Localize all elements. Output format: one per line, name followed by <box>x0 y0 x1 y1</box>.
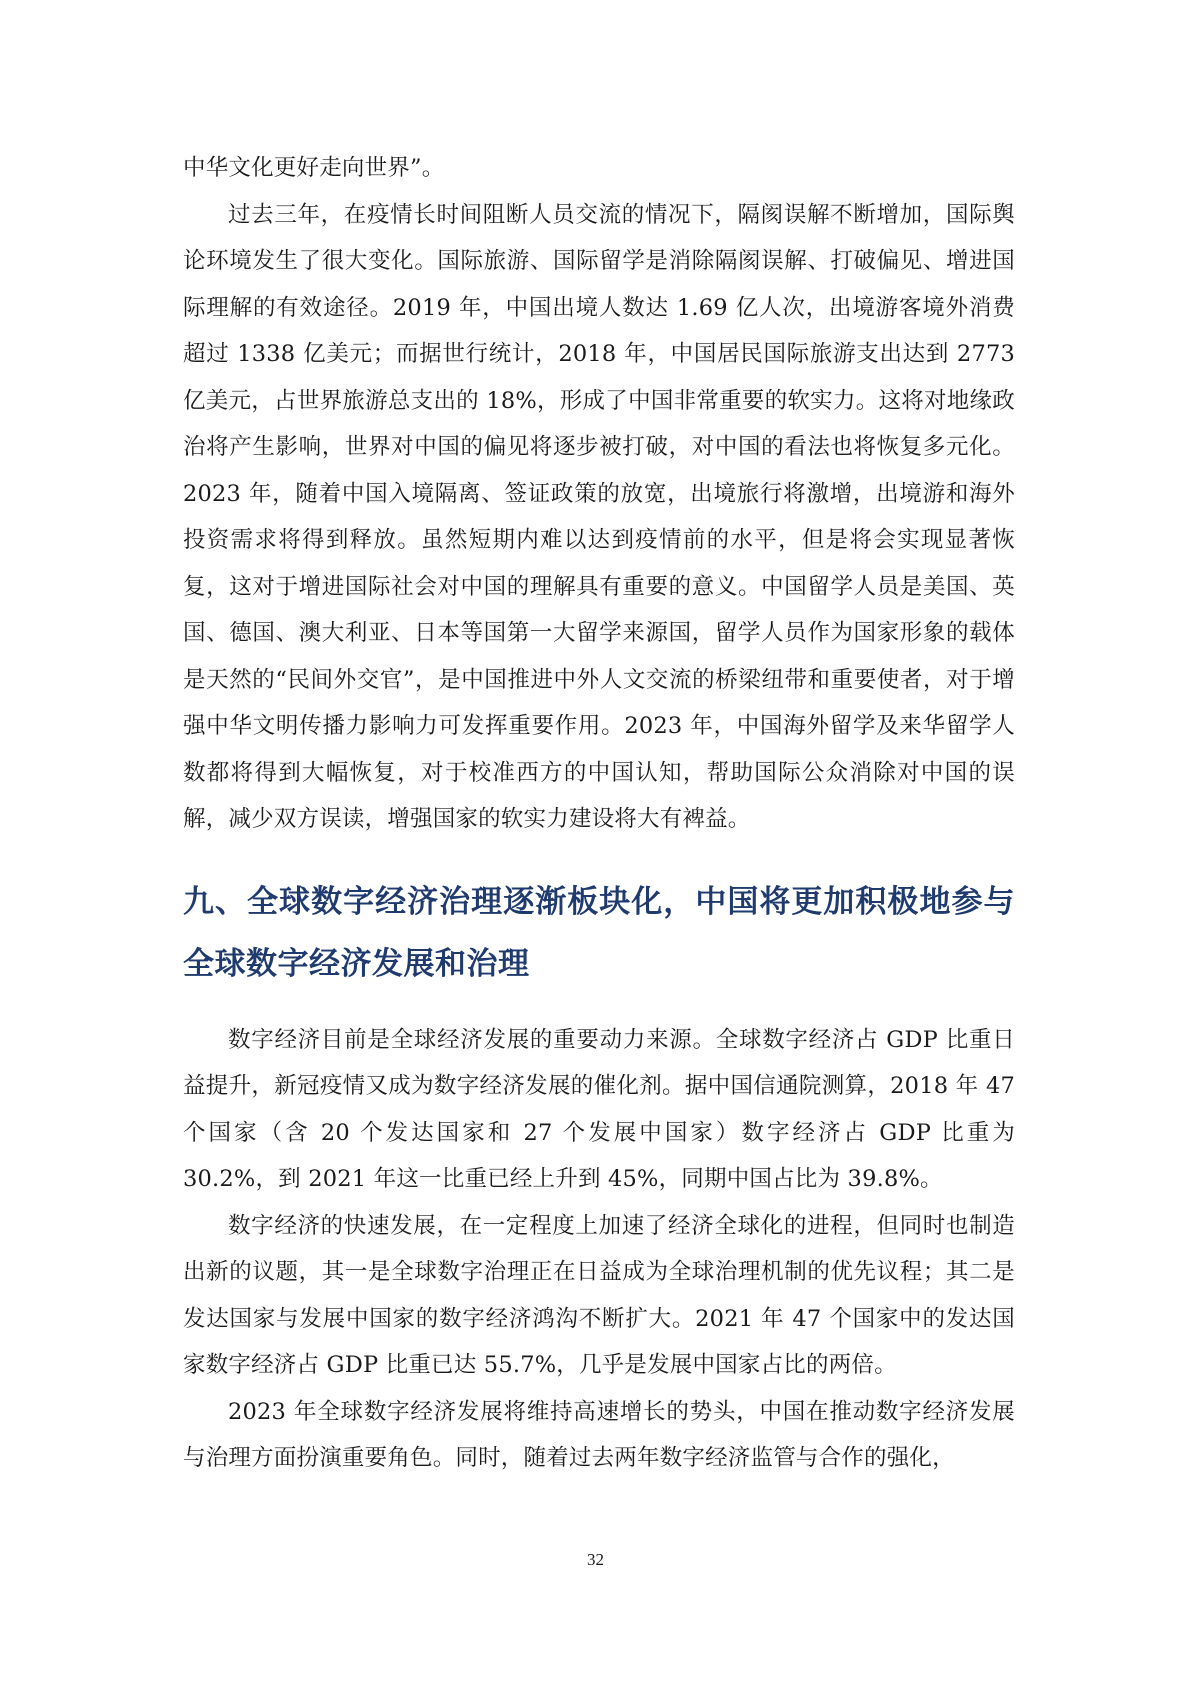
paragraph: 2023 年全球数字经济发展将维持高速增长的势头，中国在推动数字经济发展与治理方面扮演重要角色。同时，随着过去两年数字经济监管与合作的强化， <box>183 1398 1015 1471</box>
section-heading: 九、全球数字经济治理逐渐板块化，中国将更加积极地参与全球数字经济发展和治理 <box>183 883 1015 982</box>
paragraph: 数字经济目前是全球经济发展的重要动力来源。全球数字经济占 GDP 比重日益提升，新冠疫情又成为数字经济发展的催化剂。据中国信通院测算，2018 年 47 个国家（含 20 个发达国家和 27 个发展中国家）数字经济占 GDP 比重为 30.2%，到 2021 年这一比重已经上升到 45%，同期中国占比为 39.8%。 <box>183 1026 1015 1192</box>
paragraph: 中华文化更好走向世界”。 <box>183 155 445 181</box>
paragraph: 过去三年，在疫情长时间阻断人员交流的情况下，隔阂误解不断增加，国际舆论环境发生了很大变化。国际旅游、国际留学是消除隔阂误解、打破偏见、增进国际理解的有效途径。2019 年，中国出境人数达 1.69 亿人次，出境游客境外消费超过 1338 亿美元；而据世行统计，2018 年，中国居民国际旅游支出达到 2773 亿美元，占世界旅游总支出的 18%，形成了中国非常重要的软实力。这将对地缘政治将产生影响，世界对中国的偏见将逐步被打破，对中国的看法也将恢复多元化。2023 年，随着中国入境隔离、签证政策的放宽，出境旅行将激增，出境游和海外投资需求将得到释放。虽然短期内难以达到疫情前的水平，但是将会实现显著恢复，这对于增进国际社会对中国的理解具有重要的意义。中国留学人员是美国、英国、德国、澳大利亚、日本等国第一大留学来源国，留学人员作为国家形象的载体是天然的“民间外交官”，是中国推进中外人文交流的桥梁纽带和重要使者，对于增强中华文明传播力影响力可发挥重要作用。2023 年，中国海外留学及来华留学人数都将得到大幅恢复，对于校准西方的中国认知，帮助国际公众消除对中国的误解，减少双方误读，增强国家的软实力建设将大有裨益。 <box>183 201 1015 832</box>
page-body <box>183 145 1015 1482</box>
page-number: 32 <box>587 1550 604 1569</box>
paragraph: 数字经济的快速发展，在一定程度上加速了经济全球化的进程，但同时也制造出新的议题，其一是全球数字治理正在日益成为全球治理机制的优先议程；其二是发达国家与发展中国家的数字经济鸿沟不断扩大。2021 年 47 个国家中的发达国家数字经济占 GDP 比重已达 55.7%，几乎是发展中国家占比的两倍。 <box>183 1212 1015 1378</box>
